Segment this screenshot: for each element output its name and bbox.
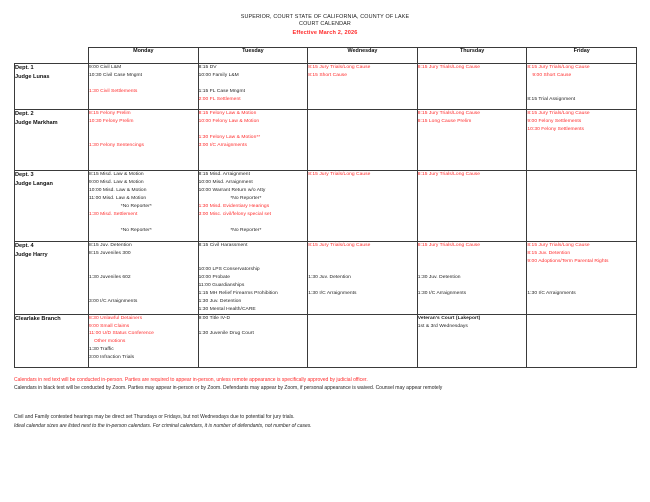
calendar-event: 1:30 Juv. Detention (417, 274, 461, 280)
calendar-event: 8:15 Civil Harassment (198, 243, 248, 249)
calendar-event: 1:30 Traffic (89, 347, 114, 353)
dept-label: Dept. 3 (15, 172, 34, 179)
calendar-event: 1:30 Mental Health/CARE (198, 306, 256, 312)
calendar-cell-wednesday[interactable] (308, 64, 418, 110)
corner-cell (15, 48, 89, 64)
calendar-event: 8:15 Juv. Detention (89, 243, 132, 249)
calendar-event: Veteran's Court (Lakeport) (417, 315, 481, 321)
calendar-event: 1:30 Juv. Detention (198, 298, 242, 304)
calendar-event: 8:15 Jury Trials/Long Cause (527, 111, 590, 117)
calendar-cell-tuesday[interactable] (198, 171, 308, 242)
calendar-cell-tuesday[interactable] (198, 64, 308, 110)
calendar-cell-friday[interactable] (527, 171, 637, 242)
calendar-event: 1:30 Misd. Evidentiary Hearings (198, 203, 270, 209)
calendar-event: 10:30 Felony Prelim (89, 119, 134, 125)
calendar-event: 1:30 Juvenile Drug Court (198, 331, 254, 337)
column-header-friday: Friday (527, 48, 637, 64)
calendar-event: 9:00 Short Cause (532, 73, 572, 79)
note-zoom: Calendars in black text will be conducted by Zoom. Parties may appear in-person or by Zoom. Defendants may appear by Zoom, if personal appearance is waived. Counsel may appear remotely (14, 385, 443, 392)
calendar-cell-thursday[interactable] (417, 314, 527, 367)
calendar-cell-wednesday[interactable] (308, 314, 418, 367)
calendar-event: 8:15 Misd. Law & Motion (89, 172, 144, 178)
calendar-cell-thursday[interactable] (417, 171, 527, 242)
calendar-event: 1:30 Juveniles 602 (89, 274, 131, 280)
calendar-row (15, 171, 637, 242)
calendar-event: 1:30 Juv. Detention (308, 274, 351, 280)
calendar-event: 10:30 Civil Case Mngmt (89, 73, 143, 79)
note-in-person: Calendars in red text will be conducted in-person. Parties are required to appear in-person, unless remote appearance is specifically approved by judicial officer. (14, 376, 368, 383)
calendar-event: 1:30 I/C Arraignments (527, 290, 576, 296)
calendar-event: 3:00 Misc. civil/felony special set (198, 211, 272, 217)
judge-label: Judge Harry (15, 252, 48, 259)
calendar-event: 9:00 Adoptions/Term Parental Rights (527, 259, 609, 265)
calendar-cell-wednesday[interactable] (308, 171, 418, 242)
calendar-cell-tuesday[interactable] (198, 110, 308, 171)
calendar-row (15, 242, 637, 314)
calendar-event: 1:15 FL Case Mngmt (198, 88, 245, 94)
dept-cell (15, 171, 89, 242)
calendar-cell-tuesday[interactable] (198, 314, 308, 367)
calendar-cell-friday[interactable] (527, 64, 637, 110)
judge-label: Judge Langan (15, 181, 53, 188)
calendar-row (15, 64, 637, 110)
calendar-event: 8:15 Jury Trials/Long Cause (417, 172, 481, 178)
calendar-event: 9:00 Civil L&M (89, 65, 122, 71)
court-name: SUPERIOR, COURT STATE OF CALIFORNIA, COUNTY OF LAKE (240, 14, 410, 20)
calendar-cell-friday[interactable] (527, 242, 637, 314)
dept-label: Clearlake Branch (15, 315, 61, 322)
column-header-thursday: Thursday (417, 48, 527, 64)
calendar-cell-friday[interactable] (527, 314, 637, 367)
column-header-monday: Monday (89, 48, 199, 64)
calendar-event: 10:00 Family L&M (198, 73, 239, 79)
calendar-event: 8:15 Jury Trials/Long Cause (527, 243, 590, 249)
calendar-cell-thursday[interactable] (417, 242, 527, 314)
calendar-cell-monday[interactable] (89, 110, 199, 171)
calendar-event: 8:15 Juveniles 300 (89, 251, 131, 257)
calendar-event: 8:15 Trial Assignment (527, 96, 576, 102)
calendar-event: 11:00 Guardianships (198, 282, 245, 288)
appearance-notes (0, 368, 650, 394)
calendar-cell-wednesday[interactable] (308, 242, 418, 314)
calendar-body (15, 64, 637, 367)
calendar-event: 1:30 I/C Arraignments (308, 290, 357, 296)
calendar-event: 8:15 Felony Prelim (89, 111, 131, 117)
dept-cell (15, 110, 89, 171)
dept-label: Dept. 2 (15, 111, 34, 118)
calendar-cell-wednesday[interactable] (308, 110, 418, 171)
dept-label: Dept. 4 (15, 243, 34, 250)
judge-label: Judge Lunas (15, 74, 50, 81)
calendar-event: 10:00 Warrant Return w/o Atty (198, 188, 266, 194)
column-header-wednesday: Wednesday (308, 48, 418, 64)
page-header (0, 0, 650, 37)
dept-label: Dept. 1 (15, 65, 34, 72)
note-calendar-sizes: Ideal calendar sizes are listed next to the in-person calendars. For criminal calendars, it is number of defendants, not number of cases. (14, 422, 312, 429)
calendar-event: 10:00 Misd. Law & Motion (89, 188, 147, 194)
calendar-event: 10:00 Probate (198, 274, 230, 280)
calendar-event: *No Reporter* (120, 203, 152, 209)
note-direct-set: Civil and Family contested hearings may be direct set Thursdays or Fridays, but not Wednesdays due to potential for jury trials. (14, 414, 295, 421)
judge-label: Judge Markham (15, 120, 58, 127)
column-header-tuesday: Tuesday (198, 48, 308, 64)
calendar-event: 9:00 Title IV-D (198, 315, 231, 321)
calendar-event: 8:15 Juv. Detention (527, 251, 571, 257)
calendar-event: 10:00 Misd. Arraignment (198, 180, 253, 186)
calendar-row (15, 110, 637, 171)
calendar-cell-monday[interactable] (89, 314, 199, 367)
calendar-event: 11:00 U/D Status Conference (89, 331, 154, 337)
calendar-event: 1:30 Felony Sentencings (89, 142, 144, 148)
calendar-cell-monday[interactable] (89, 242, 199, 314)
calendar-event: 8:15 Jury Trials/Long Cause (417, 65, 481, 71)
calendar-event: 9:00 Misd. Law & Motion (89, 180, 144, 186)
scheduling-notes (0, 393, 650, 431)
calendar-event: 8:30 Unlawful Detainers (89, 315, 143, 321)
effective-date: Effective March 2, 2026 (292, 29, 358, 36)
calendar-event: 10:00 LPS Conservatorship (198, 266, 260, 272)
calendar-cell-thursday[interactable] (417, 110, 527, 171)
calendar-event: 1:30 Civil Settlements (89, 88, 138, 94)
calendar-header-row (15, 48, 637, 64)
calendar-row (15, 314, 637, 367)
calendar-event: 1:30 I/C Arraignments (417, 290, 467, 296)
calendar-event: 9:00 Small Claims (89, 323, 130, 329)
calendar-event: 3:00 I/C Arraignments (198, 142, 247, 148)
calendar-event: 8:15 Long Cause Prelim (417, 119, 472, 125)
calendar-event: 11:00 Misd. Law & Motion (89, 195, 147, 201)
calendar-event: 9:00 Felony Settlements (527, 119, 582, 125)
calendar-cell-tuesday[interactable] (198, 242, 308, 314)
calendar-event: 3:00 I/C Arraignments (89, 298, 138, 304)
calendar-event: *No Reporter* (230, 227, 262, 233)
document-title: COURT CALENDAR (299, 21, 351, 28)
calendar-event: 8:15 Misd. Arraignment (198, 172, 250, 178)
calendar-event: 10:30 Felony Settlements (527, 127, 585, 133)
calendar-event: 10:00 Felony Law & Motion (198, 119, 260, 125)
calendar-event: 1:30 Misd. Settlement (89, 211, 138, 217)
calendar-cell-thursday[interactable] (417, 64, 527, 110)
calendar-event: 2:00 FL Settlement (198, 96, 241, 102)
calendar-event: 8:15 Short Cause (308, 73, 348, 79)
dept-cell (15, 64, 89, 110)
calendar-cell-monday[interactable] (89, 64, 199, 110)
calendar-event: 8:15 DV (198, 65, 217, 71)
calendar-cell-monday[interactable] (89, 171, 199, 242)
calendar-event: *No Reporter* (230, 195, 262, 201)
calendar-event: 1:30 Felony Law & Motion** (198, 134, 261, 140)
calendar-event: 8:15 Felony Law & Motion (198, 111, 257, 117)
calendar-event: 8:15 Jury Trials/Long Cause (417, 111, 481, 117)
calendar-event: 8:15 Jury Trials/Long Cause (527, 65, 590, 71)
calendar-event: 8:15 Jury Trials/Long Cause (308, 65, 371, 71)
calendar-event: 1st & 3rd Wednesdays (417, 323, 468, 329)
calendar-event: Other motions (94, 339, 126, 345)
calendar-event: 3:00 Infraction Trials (89, 355, 135, 361)
dept-cell (15, 242, 89, 314)
dept-cell (15, 314, 89, 367)
calendar-event: 1:15 MH Relief Firearms Prohibition (198, 290, 278, 296)
calendar-event: 8:15 Jury Trials/Long Cause (308, 172, 371, 178)
calendar-container (0, 37, 650, 367)
calendar-event: *No Reporter* (120, 227, 152, 233)
court-calendar-table (14, 47, 637, 367)
calendar-event: 8:15 Jury Trials/Long Cause (308, 243, 371, 249)
calendar-cell-friday[interactable] (527, 110, 637, 171)
calendar-event: 8:15 Jury Trials/Long Cause (417, 243, 481, 249)
